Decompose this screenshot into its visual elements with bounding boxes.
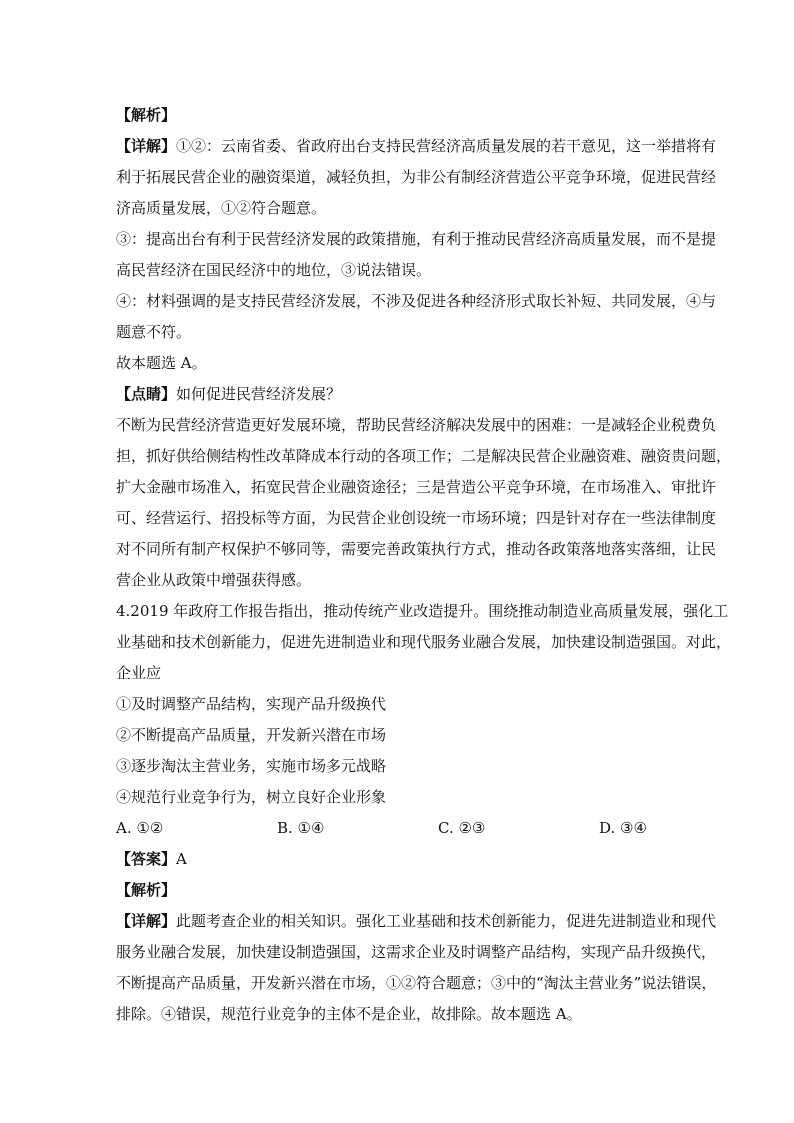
detail-line <box>116 906 717 937</box>
detail-line: ③：提高出台有利于民营经济发展的政策措施，有利于推动民营经济高质量发展，而不是提 <box>116 230 717 248</box>
detail-line: ④：材料强调的是支持民营经济发展，不涉及促进各种经济形式取长补短、共同发展，④与 <box>116 292 717 310</box>
answer-value: A <box>176 850 187 868</box>
option-b: B. ①④ <box>277 819 325 837</box>
tip-line: 营企业从政策中增强获得感。 <box>116 571 312 589</box>
question-item: ④规范行业竞争行为，树立良好企业形象 <box>116 788 387 806</box>
tip-line: 担，抓好供给侧结构性改革降成本行动的各项工作；二是解决民营企业融资难、融资贵问题， <box>116 447 732 465</box>
tip-tag: 【点睛】 <box>116 385 177 403</box>
answer-line <box>116 844 686 875</box>
analysis-heading <box>116 100 686 131</box>
conclusion-line: 故本题选 A。 <box>116 354 207 372</box>
question-stem-line: 企业应 <box>116 664 162 682</box>
document-page <box>116 100 732 1030</box>
detail-line <box>116 131 717 162</box>
detail-line: 利于拓展民营企业的融资渠道，减轻负担，为非公有制经济营造公平竞争环境，促进民营经 <box>116 168 717 186</box>
question-item: ①及时调整产品结构，实现产品升级换代 <box>116 695 387 713</box>
detail-tag: 【详解】 <box>116 912 177 930</box>
tip-heading <box>116 379 686 410</box>
tip-line: 可、经营运行、招投标等方面，为民营企业创设统一市场环境；四是针对存在一些法律制度 <box>116 509 717 527</box>
analysis-tag: 【解析】 <box>116 106 177 124</box>
detail-text: ①②：云南省委、省政府出台支持民营经济高质量发展的若干意见，这一举措将有 <box>176 137 717 155</box>
answer-options <box>116 813 686 844</box>
detail-line: 题意不符。 <box>116 323 192 341</box>
detail-line: 不断提高产品质量，开发新兴潜在市场，①②符合题意；③中的“淘汰主营业务”说法错误， <box>116 974 717 992</box>
tip-line: 不断为民营经济营造更好发展环境，帮助民营经济解决发展中的困难：一是减轻企业税费负 <box>116 416 717 434</box>
tip-title: 如何促进民营经济发展？ <box>176 385 342 403</box>
detail-line: 济高质量发展，①②符合题意。 <box>116 199 327 217</box>
detail-text: 此题考查企业的相关知识。强化工业基础和技术创新能力，促进先进制造业和现代 <box>176 912 717 930</box>
question-stem-line: 业基础和技术创新能力，促进先进制造业和现代服务业融合发展，加快建设制造强国。对此， <box>116 633 732 651</box>
question-item: ②不断提高产品质量，开发新兴潜在市场 <box>116 726 387 744</box>
option-a: A. ①② <box>116 819 164 837</box>
tip-line: 对不同所有制产权保护不够同等，需要完善政策执行方式，推动各政策落地落实落细，让民 <box>116 540 717 558</box>
detail-tag: 【详解】 <box>116 137 177 155</box>
answer-tag: 【答案】 <box>116 850 177 868</box>
detail-line: 排除。④错误，规范行业竞争的主体不是企业，故排除。故本题选 A。 <box>116 1005 582 1023</box>
question-stem-line: 4.2019 年政府工作报告指出，推动传统产业改造提升。围绕推动制造业高质量发展，强化工 <box>116 602 729 620</box>
tip-line: 扩大金融市场准入，拓宽民营企业融资途径；三是营造公平竞争环境，在市场准入、审批许 <box>116 478 717 496</box>
analysis-heading <box>116 875 686 906</box>
detail-line: 高民营经济在国民经济中的地位，③说法错误。 <box>116 261 432 279</box>
option-c: C. ②③ <box>438 819 486 837</box>
analysis-tag: 【解析】 <box>116 881 177 899</box>
option-d: D. ③④ <box>599 819 647 837</box>
question-item: ③逐步淘汰主营业务，实施市场多元战略 <box>116 757 387 775</box>
detail-line: 服务业融合发展，加快建设制造强国，这需求企业及时调整产品结构，实现产品升级换代， <box>116 943 717 961</box>
